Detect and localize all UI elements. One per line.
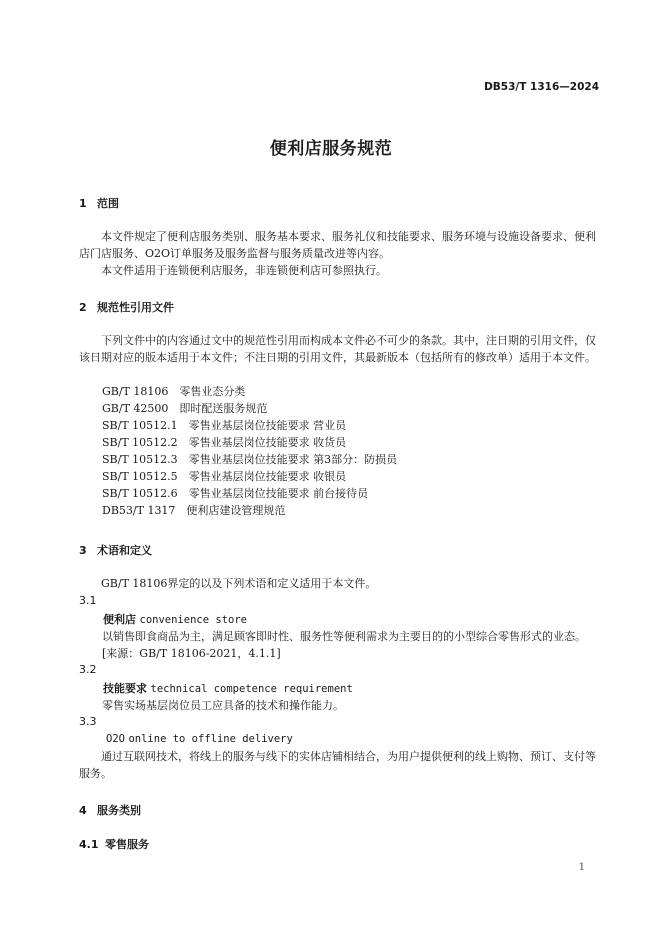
term-number: 3.2 bbox=[79, 663, 97, 676]
reference-item: SB/T 10512.5 零售业基层岗位技能要求 收银员 bbox=[102, 470, 347, 483]
reference-item: DB53/T 1317 便利店建设管理规范 bbox=[102, 504, 286, 517]
term-source: [来源：GB/T 18106-2021，4.1.1] bbox=[102, 647, 281, 660]
section-2-number: 2 bbox=[79, 301, 87, 314]
term-definition: 通过互联网技术，将线上的服务与线下的实体店铺相结合，为用户提供便利的线上购物、预订、支付等服务。 bbox=[79, 750, 596, 780]
reference-item: SB/T 10512.6 零售业基层岗位技能要求 前台接待员 bbox=[102, 487, 369, 500]
term-entry bbox=[103, 680, 353, 696]
subsection-4-1-number: 4.1 bbox=[79, 838, 99, 851]
term-definition: 以销售即食商品为主，满足顾客即时性、服务性等便利需求为主要目的的小型综合零售形式的业态。 bbox=[102, 630, 586, 643]
term-chinese: 便利店 bbox=[103, 613, 136, 626]
section-2-title: 规范性引用文件 bbox=[97, 301, 174, 314]
term-english: convenience store bbox=[139, 614, 247, 626]
section-3-intro: GB/T 18106界定的以及下列术语和定义适用于本文件。 bbox=[101, 577, 377, 590]
page-number: 1 bbox=[578, 862, 585, 873]
subsection-4-1-heading bbox=[79, 836, 149, 852]
reference-item: GB/T 18106 零售业态分类 bbox=[102, 385, 246, 398]
document-title: 便利店服务规范 bbox=[269, 139, 393, 159]
section-3-title: 术语和定义 bbox=[97, 544, 152, 557]
section-1-paragraph-2: 本文件适用于连锁便利店服务，非连锁便利店可参照执行。 bbox=[101, 264, 387, 277]
reference-item: SB/T 10512.2 零售业基层岗位技能要求 收货员 bbox=[102, 436, 347, 449]
section-1-paragraph-1: 本文件规定了便利店服务类别、服务基本要求、服务礼仪和技能要求、服务环境与设施设备要求、便利店门店服务、O2O订单服务及服务监督与服务质量改进等内容。 bbox=[79, 230, 596, 260]
standard-code: DB53/T 1316—2024 bbox=[484, 81, 599, 93]
term-english: technical competence requirement bbox=[150, 683, 353, 695]
section-4-title: 服务类别 bbox=[97, 804, 141, 817]
section-2-heading bbox=[79, 299, 174, 315]
term-chinese: 技能要求 bbox=[103, 682, 147, 695]
term-number: 3.1 bbox=[79, 594, 97, 607]
reference-item: SB/T 10512.1 零售业基层岗位技能要求 营业员 bbox=[102, 419, 347, 432]
term-entry bbox=[106, 732, 293, 745]
term-definition: 零售实场基层岗位员工应具备的技术和操作能力。 bbox=[102, 699, 344, 712]
section-2-intro: 下列文件中的内容通过文中的规范性引用而构成本文件必不可少的条款。其中，注日期的引用文件，仅该日期对应的版本适用于本文件；不注日期的引用文件，其最新版本（包括所有的修改单）适用于本文件。 bbox=[79, 334, 596, 364]
section-3-heading bbox=[79, 542, 152, 558]
term-chinese: O2O bbox=[106, 733, 125, 745]
subsection-4-1-title: 零售服务 bbox=[105, 838, 149, 851]
reference-item: SB/T 10512.3 零售业基层岗位技能要求 第3部分：防损员 bbox=[102, 453, 398, 466]
section-1-heading bbox=[79, 195, 119, 211]
section-4-heading bbox=[79, 802, 141, 818]
term-entry bbox=[103, 611, 247, 627]
section-3-number: 3 bbox=[79, 544, 87, 557]
reference-item: GB/T 42500 即时配送服务规范 bbox=[102, 402, 268, 415]
term-english: online to offline delivery bbox=[128, 733, 293, 745]
section-1-title: 范围 bbox=[97, 197, 119, 210]
term-number: 3.3 bbox=[79, 715, 97, 728]
section-4-number: 4 bbox=[79, 804, 87, 817]
section-1-number: 1 bbox=[79, 197, 87, 210]
